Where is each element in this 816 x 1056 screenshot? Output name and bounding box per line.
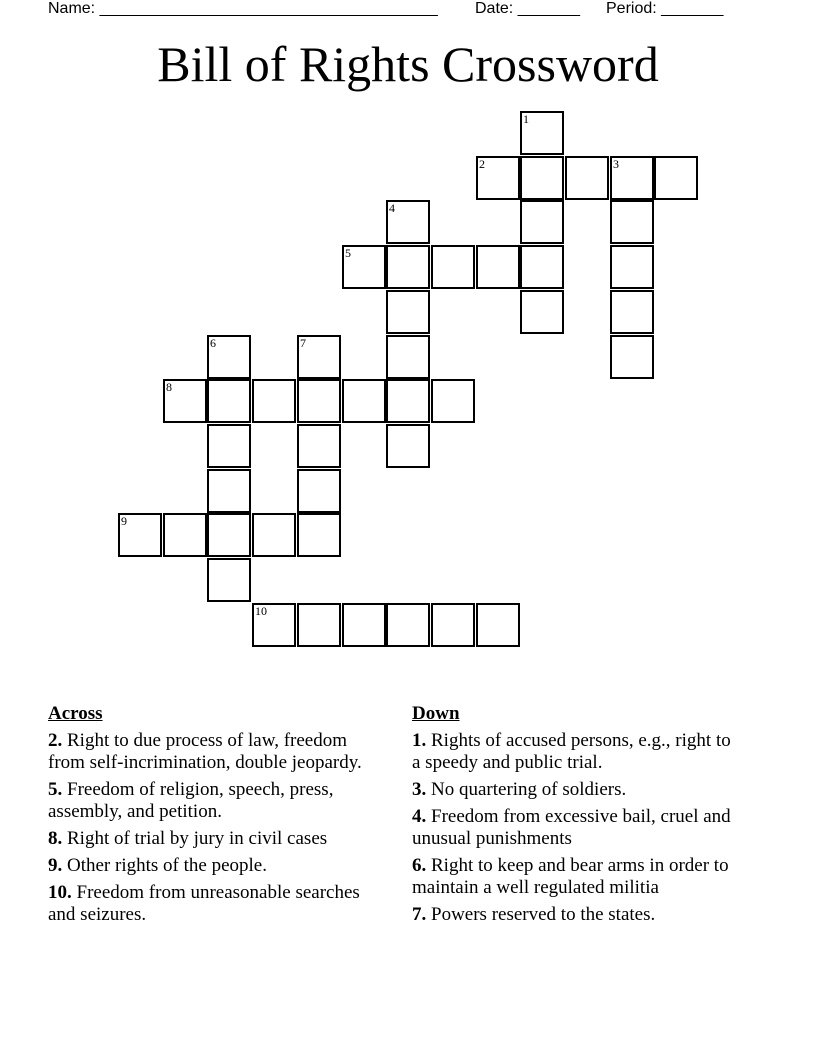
grid-cell[interactable] (386, 335, 430, 379)
grid-cell[interactable] (386, 290, 430, 334)
grid-cell[interactable] (431, 379, 475, 423)
grid-cell[interactable] (520, 111, 564, 155)
grid-cell[interactable] (610, 335, 654, 379)
clue-number: 3 (613, 157, 619, 171)
grid-cell[interactable] (610, 290, 654, 334)
clue-across-10: 10. Freedom from unreasonable searches and seizures. (48, 882, 360, 925)
grid-cell[interactable] (207, 379, 251, 423)
grid-cell[interactable] (565, 156, 609, 200)
clue-across-8: 8. Right of trial by jury in civil cases (48, 828, 328, 849)
grid-cell[interactable] (431, 245, 475, 289)
grid-cell[interactable] (207, 558, 251, 602)
grid-cell[interactable] (297, 603, 341, 647)
grid-cell[interactable] (610, 156, 654, 200)
across-heading: Across (48, 703, 103, 724)
grid-cell[interactable] (386, 200, 430, 244)
clue-number: 5 (345, 246, 351, 260)
clue-down-3: 3. No quartering of soldiers. (412, 779, 627, 800)
clue-down-4: 4. Freedom from excessive bail, cruel and unusual punishments (412, 806, 731, 849)
grid-cell[interactable] (207, 513, 251, 557)
clue-down-6: 6. Right to keep and bear arms in order to maintain a well regulated militia (412, 855, 729, 898)
clue-number: 2 (479, 157, 485, 171)
clue-number: 7 (300, 336, 306, 350)
name-field[interactable]: Name: ______________________________________ (48, 0, 438, 17)
grid-cell[interactable] (476, 245, 520, 289)
grid-cell[interactable] (207, 469, 251, 513)
grid-cell[interactable] (342, 379, 386, 423)
across-clues (48, 703, 388, 931)
grid-cell[interactable] (654, 156, 698, 200)
grid-cell[interactable] (610, 200, 654, 244)
clue-number: 6 (210, 336, 216, 350)
grid-cell[interactable] (207, 424, 251, 468)
clue-down-7: 7. Powers reserved to the states. (412, 904, 656, 925)
grid-cell[interactable] (520, 156, 564, 200)
grid-cell[interactable] (520, 200, 564, 244)
grid-cell[interactable] (386, 379, 430, 423)
grid-cell[interactable] (520, 245, 564, 289)
clue-across-5: 5. Freedom of religion, speech, press, assembly, and petition. (48, 779, 334, 822)
down-heading: Down (412, 703, 460, 724)
grid-cell[interactable] (163, 513, 207, 557)
date-field[interactable]: Date: _______ (475, 0, 580, 17)
grid-cell[interactable] (342, 603, 386, 647)
grid-cell[interactable] (297, 469, 341, 513)
grid-cell[interactable] (297, 513, 341, 557)
grid-cell[interactable] (431, 603, 475, 647)
period-field[interactable]: Period: _______ (606, 0, 724, 17)
grid-cell[interactable] (476, 156, 520, 200)
clue-number: 10 (255, 604, 267, 618)
grid-cell[interactable] (342, 245, 386, 289)
page-title: Bill of Rights Crossword (157, 36, 659, 92)
grid-cell[interactable] (297, 379, 341, 423)
clue-number: 9 (121, 514, 127, 528)
grid-cell[interactable] (386, 245, 430, 289)
grid-cell[interactable] (520, 290, 564, 334)
grid-cell[interactable] (207, 335, 251, 379)
grid-cell[interactable] (610, 245, 654, 289)
grid-cell[interactable] (297, 335, 341, 379)
grid-cell[interactable] (252, 379, 296, 423)
clue-across-2: 2. Right to due process of law, freedom from self-incrimination, double jeopardy. (48, 730, 362, 773)
grid-cell[interactable] (386, 424, 430, 468)
grid-cell[interactable] (297, 424, 341, 468)
clue-across-9: 9. Other rights of the people. (48, 855, 267, 876)
grid-cell[interactable] (118, 513, 162, 557)
grid-cell[interactable] (476, 603, 520, 647)
grid-cell[interactable] (252, 603, 296, 647)
grid-cell[interactable] (386, 603, 430, 647)
clue-number: 4 (389, 201, 395, 215)
clue-down-1: 1. Rights of accused persons, e.g., right to a speedy and public trial. (412, 730, 731, 773)
clue-number: 1 (523, 112, 529, 126)
down-clues (412, 703, 732, 931)
grid-cell[interactable] (163, 379, 207, 423)
grid-cell[interactable] (252, 513, 296, 557)
clue-number: 8 (166, 380, 172, 394)
